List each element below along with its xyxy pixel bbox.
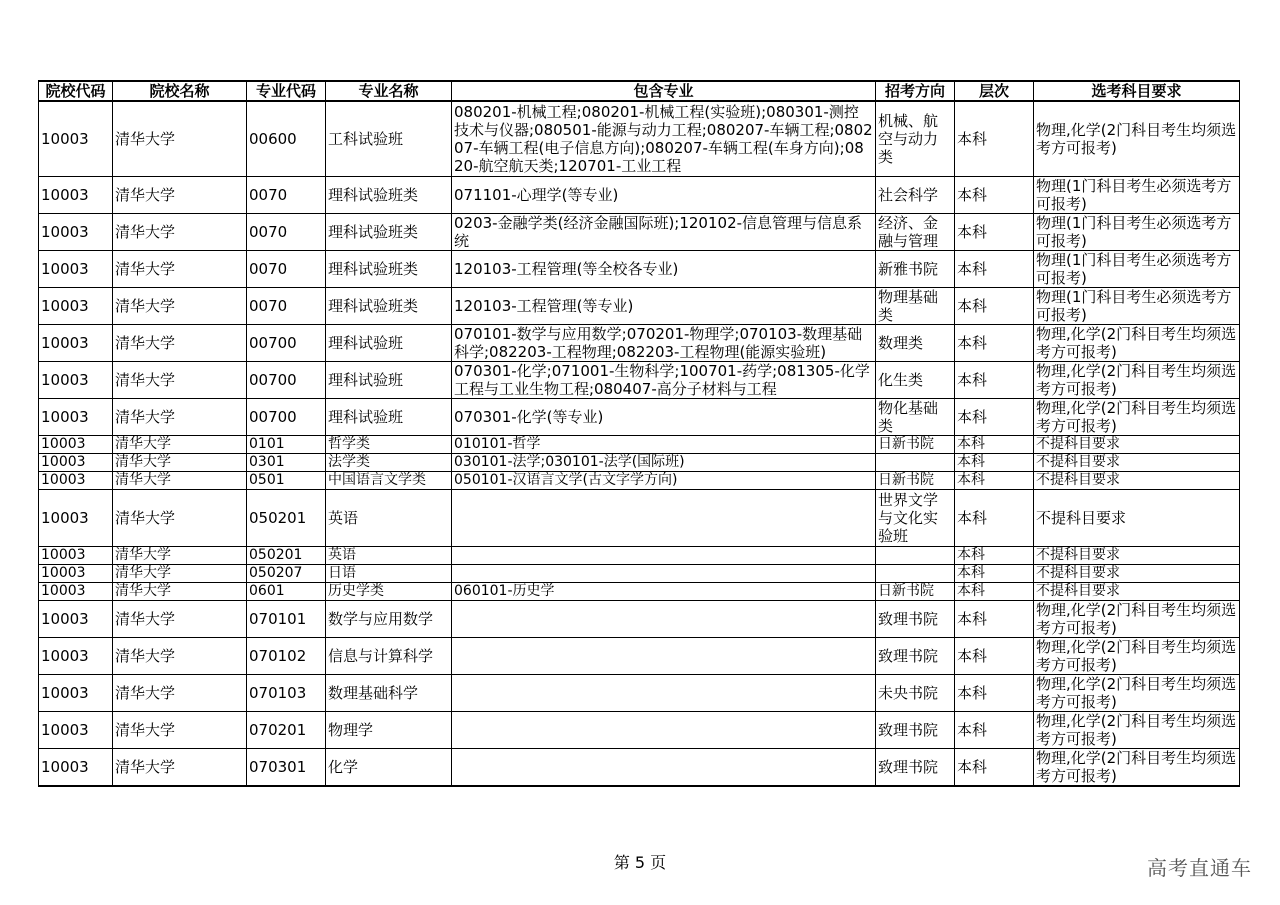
column-header: 院校代码	[39, 81, 113, 101]
included-majors-cell	[452, 490, 876, 547]
table-row	[39, 399, 1240, 436]
column-header: 招考方向	[876, 81, 955, 101]
major-name-cell: 理科试验班	[326, 325, 452, 362]
direction-cell: 新雅书院	[876, 251, 955, 288]
direction-cell: 世界文学与文化实验班	[876, 490, 955, 547]
school-code-cell: 10003	[39, 177, 113, 214]
school-code-cell: 10003	[39, 638, 113, 675]
level-cell: 本科	[955, 749, 1034, 787]
page-number: 第 5 页	[613, 853, 667, 872]
direction-cell: 日新书院	[876, 436, 955, 454]
column-header: 层次	[955, 81, 1034, 101]
major-code-cell: 0070	[247, 214, 326, 251]
major-code-cell: 050201	[247, 547, 326, 565]
school-name-cell: 清华大学	[113, 177, 247, 214]
major-name-cell: 化学	[326, 749, 452, 787]
subject-requirement-cell: 物理,化学(2门科目考生均须选考方可报考)	[1034, 601, 1240, 638]
subject-requirement-cell: 不提科目要求	[1034, 583, 1240, 601]
school-code-cell: 10003	[39, 454, 113, 472]
level-cell: 本科	[955, 490, 1034, 547]
major-name-cell: 信息与计算科学	[326, 638, 452, 675]
level-cell: 本科	[955, 214, 1034, 251]
school-code-cell: 10003	[39, 601, 113, 638]
column-header: 专业名称	[326, 81, 452, 101]
major-name-cell: 工科试验班	[326, 101, 452, 177]
included-majors-cell: 030101-法学;030101-法学(国际班)	[452, 454, 876, 472]
table-row	[39, 454, 1240, 472]
included-majors-cell	[452, 712, 876, 749]
direction-cell: 物理基础类	[876, 288, 955, 325]
direction-cell: 致理书院	[876, 601, 955, 638]
table-row	[39, 712, 1240, 749]
included-majors-cell	[452, 638, 876, 675]
table-row	[39, 362, 1240, 399]
direction-cell: 日新书院	[876, 472, 955, 490]
direction-cell: 日新书院	[876, 583, 955, 601]
table-row	[39, 601, 1240, 638]
included-majors-cell: 070301-化学(等专业)	[452, 399, 876, 436]
included-majors-cell: 060101-历史学	[452, 583, 876, 601]
table-row	[39, 583, 1240, 601]
subject-requirement-cell: 物理(1门科目考生必须选考方可报考)	[1034, 214, 1240, 251]
major-name-cell: 英语	[326, 490, 452, 547]
table-row	[39, 436, 1240, 454]
major-name-cell: 法学类	[326, 454, 452, 472]
direction-cell	[876, 547, 955, 565]
included-majors-cell	[452, 601, 876, 638]
direction-cell: 数理类	[876, 325, 955, 362]
level-cell: 本科	[955, 547, 1034, 565]
included-majors-cell: 071101-心理学(等专业)	[452, 177, 876, 214]
included-majors-cell	[452, 565, 876, 583]
major-name-cell: 理科试验班类	[326, 251, 452, 288]
school-code-cell: 10003	[39, 288, 113, 325]
table-row	[39, 749, 1240, 787]
included-majors-cell: 010101-哲学	[452, 436, 876, 454]
subject-requirement-cell: 物理,化学(2门科目考生均须选考方可报考)	[1034, 638, 1240, 675]
included-majors-cell	[452, 675, 876, 712]
school-code-cell: 10003	[39, 436, 113, 454]
major-code-cell: 0101	[247, 436, 326, 454]
school-code-cell: 10003	[39, 490, 113, 547]
school-name-cell: 清华大学	[113, 251, 247, 288]
major-name-cell: 理科试验班	[326, 399, 452, 436]
school-name-cell: 清华大学	[113, 583, 247, 601]
table-row	[39, 472, 1240, 490]
direction-cell	[876, 565, 955, 583]
major-code-cell: 070102	[247, 638, 326, 675]
major-code-cell: 00600	[247, 101, 326, 177]
school-name-cell: 清华大学	[113, 362, 247, 399]
school-code-cell: 10003	[39, 251, 113, 288]
level-cell: 本科	[955, 399, 1034, 436]
major-name-cell: 理科试验班	[326, 362, 452, 399]
subject-requirement-cell: 不提科目要求	[1034, 472, 1240, 490]
subject-requirement-cell: 物理(1门科目考生必须选考方可报考)	[1034, 288, 1240, 325]
school-name-cell: 清华大学	[113, 399, 247, 436]
level-cell: 本科	[955, 436, 1034, 454]
subject-requirement-cell: 物理,化学(2门科目考生均须选考方可报考)	[1034, 712, 1240, 749]
direction-cell: 致理书院	[876, 749, 955, 787]
school-name-cell: 清华大学	[113, 436, 247, 454]
table-row	[39, 325, 1240, 362]
school-code-cell: 10003	[39, 712, 113, 749]
direction-cell: 致理书院	[876, 712, 955, 749]
major-name-cell: 理科试验班类	[326, 214, 452, 251]
school-name-cell: 清华大学	[113, 490, 247, 547]
level-cell: 本科	[955, 472, 1034, 490]
level-cell: 本科	[955, 177, 1034, 214]
subject-requirement-cell: 物理,化学(2门科目考生均须选考方可报考)	[1034, 749, 1240, 787]
level-cell: 本科	[955, 101, 1034, 177]
direction-cell: 社会科学	[876, 177, 955, 214]
school-code-cell: 10003	[39, 214, 113, 251]
major-code-cell: 070201	[247, 712, 326, 749]
table-row	[39, 101, 1240, 177]
level-cell: 本科	[955, 251, 1034, 288]
major-code-cell: 050207	[247, 565, 326, 583]
direction-cell: 化生类	[876, 362, 955, 399]
included-majors-cell: 080201-机械工程;080201-机械工程(实验班);080301-测控技术与仪器;080501-能源与动力工程;080207-车辆工程;080207-车辆工程(电子信息方向);080207-车辆工程(车身方向);0820-航空航天类;120701-工业工程	[452, 101, 876, 177]
table-row	[39, 288, 1240, 325]
included-majors-cell: 050101-汉语言文学(古文字学方向)	[452, 472, 876, 490]
subject-requirement-cell: 物理,化学(2门科目考生均须选考方可报考)	[1034, 362, 1240, 399]
subject-requirement-cell: 物理,化学(2门科目考生均须选考方可报考)	[1034, 325, 1240, 362]
school-name-cell: 清华大学	[113, 214, 247, 251]
major-name-cell: 英语	[326, 547, 452, 565]
direction-cell: 致理书院	[876, 638, 955, 675]
level-cell: 本科	[955, 362, 1034, 399]
school-name-cell: 清华大学	[113, 565, 247, 583]
school-code-cell: 10003	[39, 472, 113, 490]
subject-requirement-cell: 不提科目要求	[1034, 454, 1240, 472]
level-cell: 本科	[955, 325, 1034, 362]
major-name-cell: 日语	[326, 565, 452, 583]
school-name-cell: 清华大学	[113, 472, 247, 490]
major-code-cell: 00700	[247, 362, 326, 399]
direction-cell: 经济、金融与管理	[876, 214, 955, 251]
column-header: 包含专业	[452, 81, 876, 101]
school-name-cell: 清华大学	[113, 101, 247, 177]
major-code-cell: 0070	[247, 177, 326, 214]
included-majors-cell: 070301-化学;071001-生物科学;100701-药学;081305-化学工程与工业生物工程;080407-高分子材料与工程	[452, 362, 876, 399]
subject-requirement-cell: 物理(1门科目考生必须选考方可报考)	[1034, 251, 1240, 288]
major-name-cell: 历史学类	[326, 583, 452, 601]
subject-requirement-cell: 不提科目要求	[1034, 565, 1240, 583]
admission-table	[38, 80, 1240, 787]
major-name-cell: 理科试验班类	[326, 288, 452, 325]
major-code-cell: 050201	[247, 490, 326, 547]
school-name-cell: 清华大学	[113, 601, 247, 638]
level-cell: 本科	[955, 638, 1034, 675]
school-code-cell: 10003	[39, 325, 113, 362]
school-name-cell: 清华大学	[113, 454, 247, 472]
school-code-cell: 10003	[39, 675, 113, 712]
subject-requirement-cell: 物理,化学(2门科目考生均须选考方可报考)	[1034, 675, 1240, 712]
major-name-cell: 物理学	[326, 712, 452, 749]
level-cell: 本科	[955, 288, 1034, 325]
direction-cell: 物化基础类	[876, 399, 955, 436]
major-code-cell: 0070	[247, 251, 326, 288]
subject-requirement-cell: 不提科目要求	[1034, 436, 1240, 454]
school-name-cell: 清华大学	[113, 325, 247, 362]
watermark-logo: 高考直通车	[1147, 856, 1252, 880]
level-cell: 本科	[955, 454, 1034, 472]
direction-cell	[876, 454, 955, 472]
subject-requirement-cell: 物理,化学(2门科目考生均须选考方可报考)	[1034, 101, 1240, 177]
major-code-cell: 0601	[247, 583, 326, 601]
school-name-cell: 清华大学	[113, 712, 247, 749]
school-code-cell: 10003	[39, 101, 113, 177]
table-row	[39, 490, 1240, 547]
school-name-cell: 清华大学	[113, 638, 247, 675]
level-cell: 本科	[955, 601, 1034, 638]
major-code-cell: 00700	[247, 325, 326, 362]
subject-requirement-cell: 不提科目要求	[1034, 490, 1240, 547]
major-code-cell: 0070	[247, 288, 326, 325]
school-name-cell: 清华大学	[113, 288, 247, 325]
major-name-cell: 数学与应用数学	[326, 601, 452, 638]
direction-cell: 机械、航空与动力类	[876, 101, 955, 177]
major-code-cell: 070301	[247, 749, 326, 787]
table-row	[39, 214, 1240, 251]
major-code-cell: 070103	[247, 675, 326, 712]
major-code-cell: 070101	[247, 601, 326, 638]
included-majors-cell: 120103-工程管理(等全校各专业)	[452, 251, 876, 288]
direction-cell: 未央书院	[876, 675, 955, 712]
major-code-cell: 0501	[247, 472, 326, 490]
table-body	[39, 101, 1240, 786]
included-majors-cell: 120103-工程管理(等专业)	[452, 288, 876, 325]
school-name-cell: 清华大学	[113, 675, 247, 712]
major-code-cell: 00700	[247, 399, 326, 436]
level-cell: 本科	[955, 565, 1034, 583]
major-code-cell: 0301	[247, 454, 326, 472]
school-code-cell: 10003	[39, 749, 113, 787]
school-code-cell: 10003	[39, 565, 113, 583]
major-name-cell: 哲学类	[326, 436, 452, 454]
level-cell: 本科	[955, 583, 1034, 601]
major-name-cell: 中国语言文学类	[326, 472, 452, 490]
school-name-cell: 清华大学	[113, 547, 247, 565]
school-code-cell: 10003	[39, 583, 113, 601]
table-row	[39, 638, 1240, 675]
school-code-cell: 10003	[39, 399, 113, 436]
school-code-cell: 10003	[39, 547, 113, 565]
subject-requirement-cell: 物理,化学(2门科目考生均须选考方可报考)	[1034, 399, 1240, 436]
table-row	[39, 251, 1240, 288]
table-row	[39, 565, 1240, 583]
major-name-cell: 数理基础科学	[326, 675, 452, 712]
school-code-cell: 10003	[39, 362, 113, 399]
subject-requirement-cell: 不提科目要求	[1034, 547, 1240, 565]
included-majors-cell: 070101-数学与应用数学;070201-物理学;070103-数理基础科学;082203-工程物理;082203-工程物理(能源实验班)	[452, 325, 876, 362]
column-header: 专业代码	[247, 81, 326, 101]
header-row	[39, 81, 1240, 101]
column-header: 院校名称	[113, 81, 247, 101]
major-name-cell: 理科试验班类	[326, 177, 452, 214]
table-row	[39, 547, 1240, 565]
table-row	[39, 675, 1240, 712]
table-row	[39, 177, 1240, 214]
included-majors-cell	[452, 547, 876, 565]
included-majors-cell: 0203-金融学类(经济金融国际班);120102-信息管理与信息系统	[452, 214, 876, 251]
level-cell: 本科	[955, 712, 1034, 749]
school-name-cell: 清华大学	[113, 749, 247, 787]
column-header: 选考科目要求	[1034, 81, 1240, 101]
level-cell: 本科	[955, 675, 1034, 712]
subject-requirement-cell: 物理(1门科目考生必须选考方可报考)	[1034, 177, 1240, 214]
included-majors-cell	[452, 749, 876, 787]
